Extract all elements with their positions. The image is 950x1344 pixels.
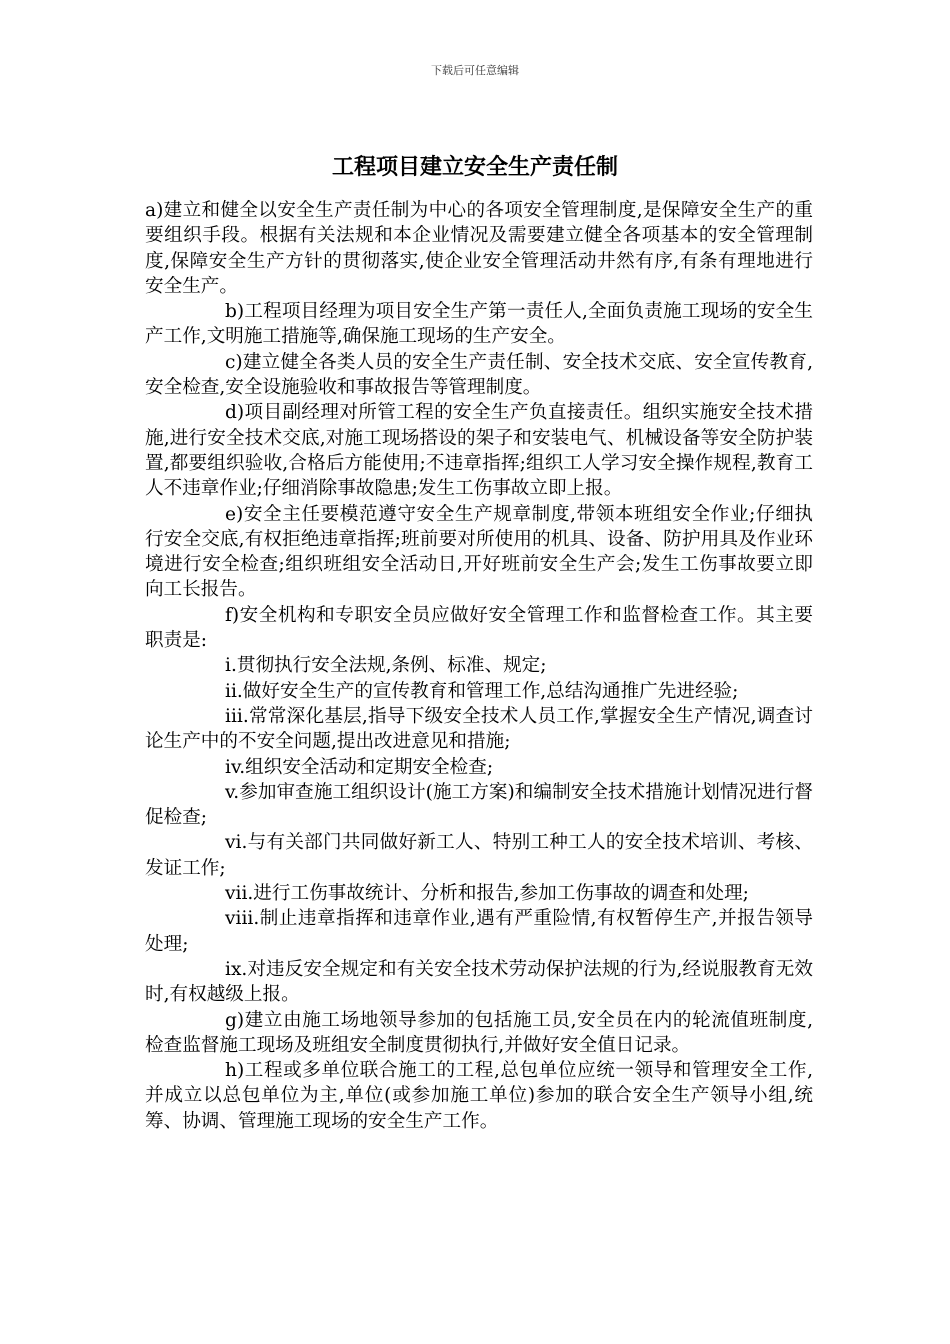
paragraph-h: h)工程或多单位联合施工的工程,总包单位应统一领导和管理安全工作,并成立以总包单位为主,单位(或参加施工单位)参加的联合安全生产领导小组,统筹、协调、管理施工现场的安全生产工作。	[145, 1060, 813, 1132]
list-item-viii: viii.制止违章指挥和违章作业,遇有严重险情,有权暂停生产,并报告领导处理;	[145, 908, 813, 955]
list-item-vi: vi.与有关部门共同做好新工人、特别工种工人的安全技术培训、考核、发证工作;	[145, 832, 813, 879]
paragraph-g: g)建立由施工场地领导参加的包括施工员,安全员在内的轮流值班制度,检查监督施工现场及班组安全制度贯彻执行,并做好安全值日记录。	[145, 1009, 813, 1056]
list-item-ix: ix.对违反安全规定和有关安全技术劳动保护法规的行为,经说服教育无效时,有权越级上报。	[145, 958, 813, 1006]
document-body	[145, 198, 813, 1134]
list-item-i: i.贯彻执行安全法规,条例、标准、规定;	[225, 655, 547, 677]
list-item-iii: iii.常常深化基层,指导下级安全技术人员工作,掌握安全生产情况,调查讨论生产中的不安全问题,提出改进意见和措施;	[145, 705, 813, 753]
paragraph-a: a)建立和健全以安全生产责任制为中心的各项安全管理制度,是保障安全生产的重要组织手段。根据有关法规和本企业情况及需要建立健全各项基本的安全管理制度,保障安全生产方针的贯彻落实,使企业安全管理活动井然有序,有条有理地进行安全生产。	[145, 200, 813, 297]
paragraph-d: d)项目副经理对所管工程的安全生产负直接责任。组织实施安全技术措施,进行安全技术交底,对施工现场搭设的架子和安装电气、机械设备等安全防护装置,都要组织验收,合格后方能使用;不违章指挥;组织工人学习安全操作规程,教育工人不违章作业;仔细消除事故隐患;发生工伤事故立即上报。	[145, 402, 813, 500]
document-title: 工程项目建立安全生产责任制	[331, 155, 618, 180]
list-item-vii: vii.进行工伤事故统计、分析和报告,参加工伤事故的调查和处理;	[225, 883, 749, 905]
paragraph-f: f)安全机构和专职安全员应做好安全管理工作和监督检查工作。其主要职责是:	[145, 604, 813, 652]
paragraph-b: b)工程项目经理为项目安全生产第一责任人,全面负责施工现场的安全生产工作,文明施工措施等,确保施工现场的生产安全。	[145, 301, 813, 348]
header-note: 下载后可任意编辑	[431, 64, 519, 77]
paragraph-c: c)建立健全各类人员的安全生产责任制、安全技术交底、安全宣传教育,安全检查,安全设施验收和事故报告等管理制度。	[145, 351, 813, 399]
list-item-v: v.参加审查施工组织设计(施工方案)和编制安全技术措施计划情况进行督促检查;	[145, 781, 813, 829]
paragraph-e: e)安全主任要模范遵守安全生产规章制度,带领本班组安全作业;仔细执行安全交底,有权拒绝违章指挥;班前要对所使用的机具、设备、防护用具及作业环境进行安全检查;组织班组安全活动日,开好班前安全生产会;发生工伤事故要立即向工长报告。	[145, 503, 813, 601]
list-item-iv: iv.组织安全活动和定期安全检查;	[225, 756, 494, 778]
list-item-ii: ii.做好安全生产的宣传教育和管理工作,总结沟通推广先进经验;	[225, 680, 739, 702]
